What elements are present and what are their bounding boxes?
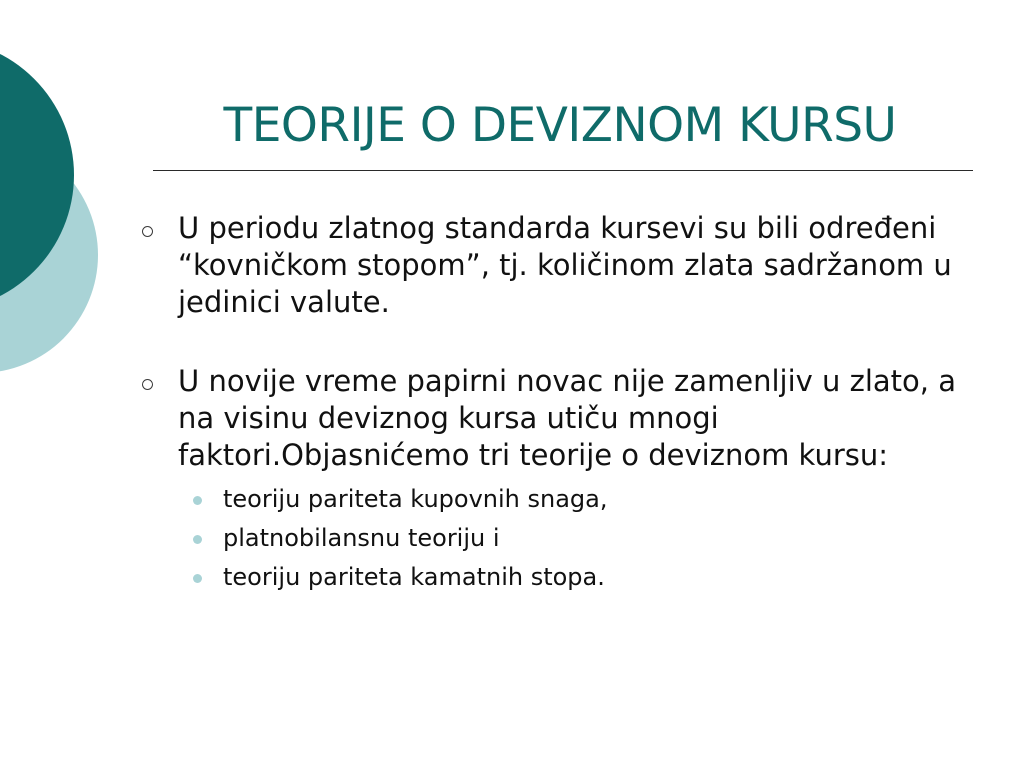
title-divider [153,170,973,171]
bullet-item [140,210,970,321]
sub-bullet-item [140,519,970,558]
hollow-circle-icon [142,379,153,390]
sub-bullet-item [140,558,970,597]
slide-body [140,210,970,597]
sub-bullet-text: teoriju pariteta kupovnih snaga, [223,485,608,513]
bullet-text: U novije vreme papirni novac nije zamenljiv u zlato, a na visinu deviznog kursa utiču mnogi faktori.Objasnićemo tri teorije o deviznom kursu: [178,364,956,472]
hollow-circle-icon [142,226,153,237]
sub-bullet-item [140,480,970,519]
slide-title: TEORIJE O DEVIZNOM KURSU [223,98,897,153]
filled-dot-icon [193,496,202,505]
bullet-item [140,363,970,474]
filled-dot-icon [193,535,202,544]
sub-bullet-list [140,480,970,597]
sub-bullet-text: teoriju pariteta kamatnih stopa. [223,563,605,591]
filled-dot-icon [193,574,202,583]
sub-bullet-text: platnobilansnu teoriju i [223,524,500,552]
bullet-text: U periodu zlatnog standarda kursevi su bili određeni “kovničkom stopom”, tj. količinom zlata sadržanom u jedinici valute. [178,211,952,319]
decorative-circles [0,0,110,420]
